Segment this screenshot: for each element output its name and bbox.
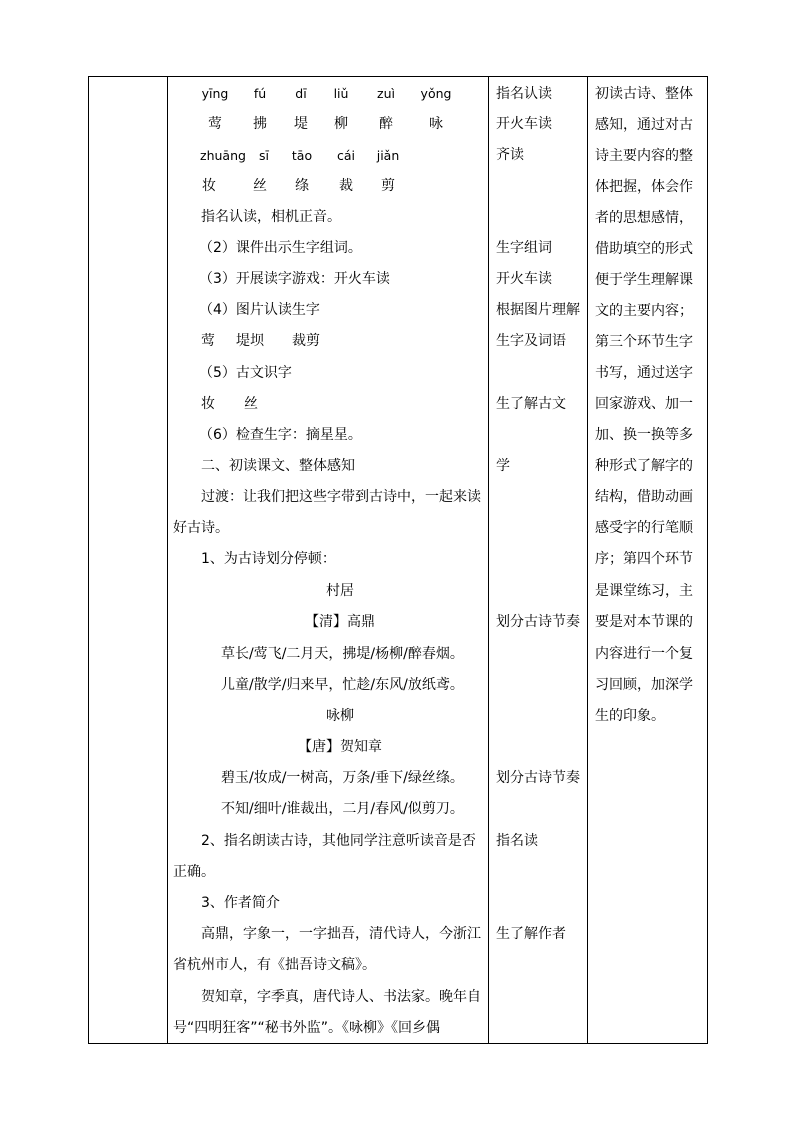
intent-line: 借助填空的形式	[595, 241, 693, 257]
activity-item: 学	[496, 458, 510, 474]
poem-title: 咏柳	[326, 708, 354, 724]
character: 剪	[381, 178, 395, 194]
activity-item: 划分古诗节奏	[496, 614, 580, 630]
intent-line: 便于学生理解课	[595, 272, 693, 288]
intent-line: 初读古诗、整体	[595, 86, 693, 102]
table-border-col1	[167, 76, 168, 1044]
table-top-border	[88, 76, 708, 77]
text-line: （3）开展读字游戏：开火车读	[199, 271, 390, 287]
pinyin: liǔ	[333, 86, 349, 101]
pinyin: dī	[295, 86, 307, 101]
activity-item: 指名认读	[496, 86, 552, 102]
text-line: 号“四明狂客”“秘书外监”。《咏柳》《回乡偶	[173, 1020, 441, 1036]
intent-line: 种形式了解字的	[595, 458, 693, 474]
word: 妆	[201, 396, 215, 412]
intent-line: 回家游戏、加一	[595, 396, 693, 412]
character: 裁	[339, 178, 353, 194]
pinyin: yīng	[201, 86, 229, 101]
intent-line: 结构，借助动画	[595, 489, 693, 505]
intent-line: 是课堂练习，主	[595, 583, 693, 599]
intent-line: 生的印象。	[595, 708, 665, 724]
intent-line: 习回顾，加深学	[595, 677, 693, 693]
text-line: （5）古文识字	[199, 365, 292, 381]
text-line: 高鼎，字象一，一字拙吾，清代诗人，今浙江	[201, 926, 481, 942]
text-line: （4）图片认读生字	[199, 302, 320, 318]
poem-line: 碧玉/妆成/一树高，万条/垂下/绿丝绦。	[221, 770, 464, 786]
intent-line: 感受字的行笔顺	[595, 520, 693, 536]
table-border-col2	[488, 76, 489, 1044]
text-line: 2、指名朗读古诗，其他同学注意听读音是否	[201, 833, 476, 849]
pinyin: cái	[336, 148, 355, 163]
text-line: 正确。	[173, 864, 215, 880]
intent-line: 者的思想感情，	[595, 210, 693, 226]
intent-line: 第三个环节生字	[595, 334, 693, 350]
character: 妆	[202, 178, 216, 194]
poem-line: 不知/细叶/谁裁出，二月/春风/似剪刀。	[221, 801, 464, 817]
activity-item: 根据图片理解	[496, 302, 580, 318]
intent-line: 加、换一换等多	[595, 427, 693, 443]
text-line: 好古诗。	[173, 520, 229, 536]
text-line: 3、作者简介	[201, 895, 280, 911]
intent-line: 感知，通过对古	[595, 117, 693, 133]
character: 柳	[334, 116, 348, 132]
character: 拂	[253, 116, 267, 132]
character: 莺	[208, 116, 222, 132]
intent-line: 文的主要内容；	[595, 303, 693, 319]
pinyin: yǒng	[420, 86, 452, 101]
activity-item: 生了解古文	[496, 396, 566, 412]
pinyin: jiǎn	[376, 148, 400, 163]
activity-item: 划分古诗节奏	[496, 770, 580, 786]
word: 裁剪	[292, 333, 320, 349]
text-line: （6）检查生字：摘星星。	[199, 427, 362, 443]
intent-line: 序；第四个环节	[595, 551, 693, 567]
activity-item: 生了解作者	[496, 926, 566, 942]
activity-item: 齐读	[496, 147, 524, 163]
poem-line: 儿童/散学/归来早，忙趁/东风/放纸鸢。	[221, 677, 464, 693]
poem-author: 【唐】贺知章	[298, 739, 382, 755]
pinyin: fú	[253, 86, 267, 101]
pinyin: zhuāng	[200, 148, 246, 163]
intent-line: 诗主要内容的整	[595, 148, 693, 164]
poem-author: 【清】高鼎	[305, 614, 375, 630]
character: 咏	[429, 116, 443, 132]
activity-item: 开火车读	[496, 116, 552, 132]
poem-title: 村居	[326, 583, 354, 599]
character: 醉	[379, 116, 393, 132]
character: 丝	[253, 178, 267, 194]
word: 堤坝	[236, 333, 264, 349]
table-border-left	[88, 76, 89, 1044]
text-line: 省杭州市人，有《拙吾诗文稿》。	[173, 957, 376, 973]
word: 莺	[201, 333, 215, 349]
table-border-col3	[587, 76, 588, 1044]
pinyin: zuì	[377, 86, 395, 101]
intent-line: 内容进行一个复	[595, 646, 693, 662]
poem-line: 草长/莺飞/二月天，拂堤/杨柳/醉春烟。	[221, 646, 464, 662]
activity-item: 开火车读	[496, 271, 552, 287]
text-line: （2）课件出示生字组词。	[199, 240, 362, 256]
word: 丝	[244, 396, 258, 412]
activity-item: 生字组词	[496, 240, 552, 256]
intent-line: 体把握，体会作	[595, 179, 693, 195]
activity-item: 生字及词语	[496, 333, 566, 349]
pinyin: tāo	[291, 148, 313, 163]
intent-line: 要是对本节课的	[595, 614, 693, 630]
intent-line: 书写，通过送字	[595, 365, 693, 381]
text-line: 1、为古诗划分停顿：	[201, 551, 336, 567]
text-line: 贺知章，字季真，唐代诗人、书法家。晚年自	[201, 989, 481, 1005]
table-border-right	[707, 76, 708, 1044]
section-heading: 二、初读课文、整体感知	[201, 458, 355, 474]
text-line: 指名认读，相机正音。	[201, 209, 341, 225]
character: 绦	[295, 178, 309, 194]
activity-item: 指名读	[496, 833, 538, 849]
pinyin: sī	[259, 148, 269, 163]
text-line: 过渡：让我们把这些字带到古诗中，一起来读	[201, 489, 481, 505]
table-bottom-border	[88, 1043, 708, 1044]
character: 堤	[294, 116, 308, 132]
